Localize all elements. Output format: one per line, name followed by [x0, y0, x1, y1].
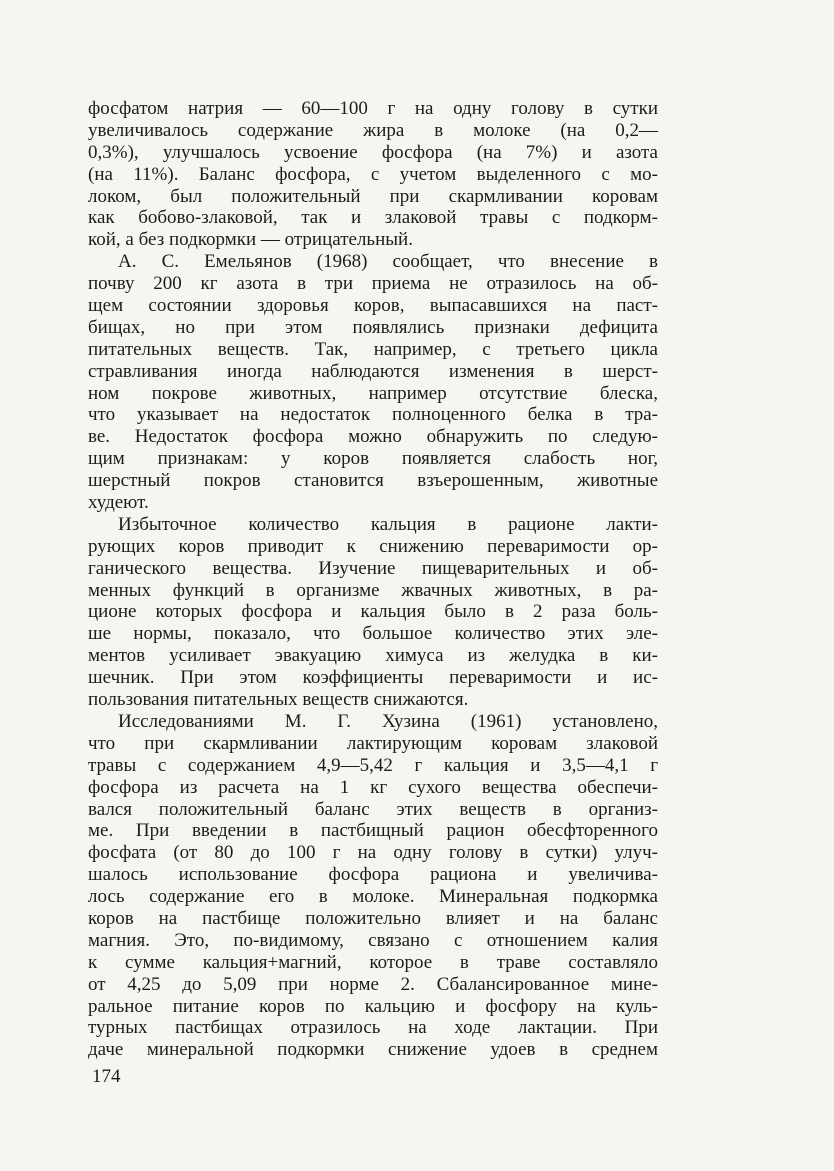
text-line: менных функций в организме жвачных животных, в ра-	[88, 579, 658, 601]
text-line: ганического вещества. Изучение пищеварительных и об-	[88, 557, 658, 579]
text-line: щим признакам: у коров появляется слабость ног,	[88, 448, 658, 470]
text-line: увеличивалось содержание жира в молоке (на 0,2—	[88, 119, 658, 141]
text-line: даче минеральной подкормки снижение удоев в среднем	[88, 1039, 658, 1061]
text-line: Исследованиями М. Г. Хузина (1961) установлено,	[118, 710, 658, 732]
text-line: ше нормы, показало, что большое количество этих эле-	[88, 623, 658, 645]
text-line: что при скармливании лактирующим коровам злаковой	[88, 732, 658, 754]
text-line: коров на пастбище положительно влияет и на баланс	[88, 907, 658, 929]
text-line: питательных веществ. Так, например, с третьего цикла	[88, 338, 658, 360]
text-line: ме. При введении в пастбищный рацион обесфторенного	[88, 820, 658, 842]
text-line: А. С. Емельянов (1968) сообщает, что внесение в	[118, 251, 658, 273]
text-line: локом, был положительный при скармливании коровам	[88, 185, 658, 207]
text-line: шечник. При этом коэффициенты переваримости и ис-	[88, 667, 658, 689]
page-body	[88, 98, 658, 1061]
text-line: шерстный покров становится взъерошенным, животные	[88, 470, 658, 492]
text-line: как бобово-злаковой, так и злаковой травы с подкорм-	[88, 207, 658, 229]
text-line: ном покрове животных, например отсутствие блеска,	[88, 382, 658, 404]
text-line: Избыточное количество кальция в рационе лакти-	[118, 513, 658, 535]
text-line: ментов усиливает эвакуацию химуса из желудка в ки-	[88, 645, 658, 667]
text-line: пользования питательных веществ снижаются.	[88, 689, 469, 711]
text-line: рующих коров приводит к снижению переваримости ор-	[88, 535, 658, 557]
text-line: (на 11%). Баланс фосфора, с учетом выделенного с мо-	[88, 163, 658, 185]
text-line: травы с содержанием 4,9—5,42 г кальция и 3,5—4,1 г	[88, 754, 658, 776]
text-line: шалось использование фосфора рациона и увеличива-	[88, 864, 658, 886]
text-line: ральное питание коров по кальцию и фосфору на куль-	[88, 995, 658, 1017]
text-line: бищах, но при этом появлялись признаки дефицита	[88, 316, 658, 338]
text-line: магния. Это, по-видимому, связано с отношением калия	[88, 929, 658, 951]
text-line: от 4,25 до 5,09 при норме 2. Сбалансированное мине-	[88, 973, 658, 995]
text-line: стравливания иногда наблюдаются изменения в шерст-	[88, 360, 658, 382]
text-line: щем состоянии здоровья коров, выпасавшихся на паст-	[88, 295, 658, 317]
text-line: худеют.	[88, 492, 149, 514]
text-line: кой, а без подкормки — отрицательный.	[88, 229, 413, 251]
text-line: почву 200 кг азота в три приема не отразилось на об-	[88, 273, 658, 295]
text-line: ционе которых фосфора и кальция было в 2 раза боль-	[88, 601, 658, 623]
text-line: к сумме кальция+магний, которое в траве составляло	[88, 951, 658, 973]
text-line: что указывает на недостаток полноценного белка в тра-	[88, 404, 658, 426]
text-line: турных пастбищах отразилось на ходе лактации. При	[88, 1017, 658, 1039]
text-line: вался положительный баланс этих веществ в организ-	[88, 798, 658, 820]
text-line: 0,3%), улучшалось усвоение фосфора (на 7%) и азота	[88, 141, 658, 163]
page-number: 174	[92, 1066, 121, 1087]
text-line: фосфата (от 80 до 100 г на одну голову в сутки) улуч-	[88, 842, 658, 864]
text-line: ве. Недостаток фосфора можно обнаружить по следую-	[88, 426, 658, 448]
text-line: лось содержание его в молоке. Минеральная подкормка	[88, 886, 658, 908]
text-line: фосфора из расчета на 1 кг сухого вещества обеспечи-	[88, 776, 658, 798]
text-line: фосфатом натрия — 60—100 г на одну голову в сутки	[88, 98, 658, 119]
